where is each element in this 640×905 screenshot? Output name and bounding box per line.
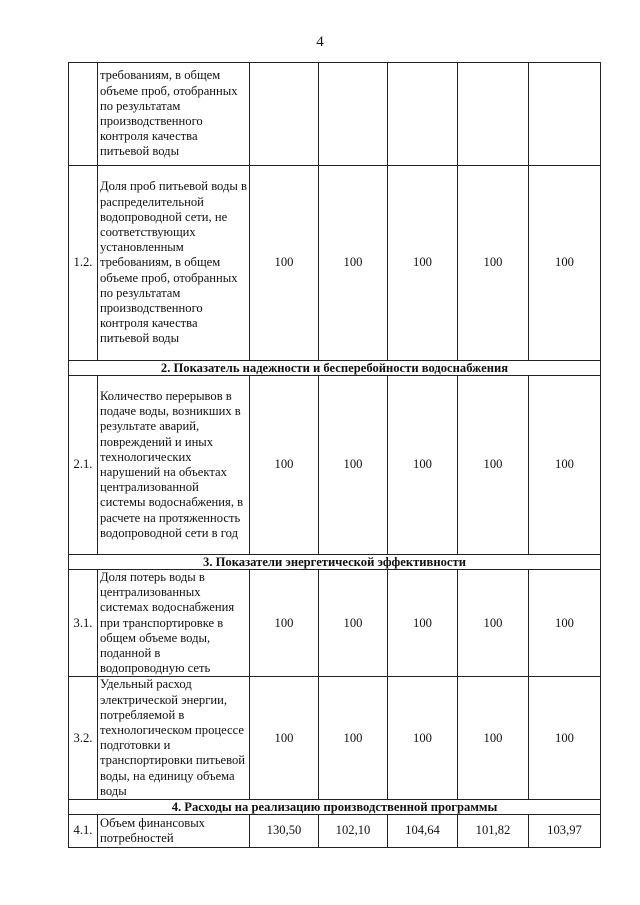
indicator-description: требованиям, в общем объеме проб, отобранных по результатам производственного контроля качества питьевой воды: [98, 63, 250, 166]
indicator-value: [388, 63, 458, 166]
row-number: 2.1.: [69, 376, 98, 555]
indicator-value: 100: [319, 677, 388, 800]
indicator-value: 100: [529, 376, 601, 555]
indicator-value: [529, 63, 601, 166]
indicator-description: Доля потерь воды в централизованных системах водоснабжения при транспортировке в общем объеме воды, поданной в водопроводную сеть: [98, 570, 250, 677]
indicator-value: 100: [319, 166, 388, 361]
indicator-value: 100: [529, 677, 601, 800]
section-heading: 3. Показатели энергетической эффективности: [69, 555, 601, 570]
row-number: 4.1.: [69, 815, 98, 848]
indicator-value: 100: [458, 570, 529, 677]
indicator-value: 100: [319, 376, 388, 555]
indicator-value: 104,64: [388, 815, 458, 848]
indicator-value: 100: [319, 570, 388, 677]
section-row: [69, 555, 601, 570]
section-heading: 2. Показатель надежности и бесперебойности водоснабжения: [69, 361, 601, 376]
indicator-value: 100: [250, 677, 319, 800]
indicator-value: 100: [529, 166, 601, 361]
indicator-value: 130,50: [250, 815, 319, 848]
page-number: 4: [316, 34, 324, 50]
section-row: [69, 361, 601, 376]
row-number: 3.2.: [69, 677, 98, 800]
indicator-value: 100: [458, 166, 529, 361]
row-number: [69, 63, 98, 166]
indicator-description: Доля проб питьевой воды в распределительной водопроводной сети, не соответствующих установленным требованиям, в общем объеме проб, отобранных по результатам производственного контроля качества питьевой воды: [98, 166, 250, 361]
indicator-value: 100: [458, 677, 529, 800]
indicator-value: 100: [250, 166, 319, 361]
row-number: 3.1.: [69, 570, 98, 677]
table-row: [69, 677, 601, 800]
table-row: [69, 63, 601, 166]
indicator-value: 100: [250, 376, 319, 555]
indicator-value: [319, 63, 388, 166]
indicator-value: 102,10: [319, 815, 388, 848]
indicator-value: [250, 63, 319, 166]
indicator-description: Количество перерывов в подаче воды, возникших в результате аварий, повреждений и иных технологических нарушений на объектах централизованной системы водоснабжения, в расчете на протяженность водопроводной сети в год: [98, 376, 250, 555]
section-heading: 4. Расходы на реализацию производственной программы: [69, 800, 601, 815]
indicator-value: 100: [388, 570, 458, 677]
indicator-value: 100: [388, 677, 458, 800]
table-row: [69, 815, 601, 848]
table-row: [69, 570, 601, 677]
indicator-value: 100: [250, 570, 319, 677]
indicator-description: Объем финансовых потребностей: [98, 815, 250, 848]
indicator-value: 101,82: [458, 815, 529, 848]
row-number: 1.2.: [69, 166, 98, 361]
indicator-value: 100: [388, 376, 458, 555]
indicator-value: 103,97: [529, 815, 601, 848]
table-row: [69, 166, 601, 361]
indicators-table: [68, 62, 601, 848]
indicator-value: [458, 63, 529, 166]
indicator-value: 100: [388, 166, 458, 361]
indicator-value: 100: [458, 376, 529, 555]
indicator-value: 100: [529, 570, 601, 677]
section-row: [69, 800, 601, 815]
table-row: [69, 376, 601, 555]
indicator-description: Удельный расход электрической энергии, потребляемой в технологическом процессе подготовки и транспортировки питьевой воды, на единицу объема воды: [98, 677, 250, 800]
